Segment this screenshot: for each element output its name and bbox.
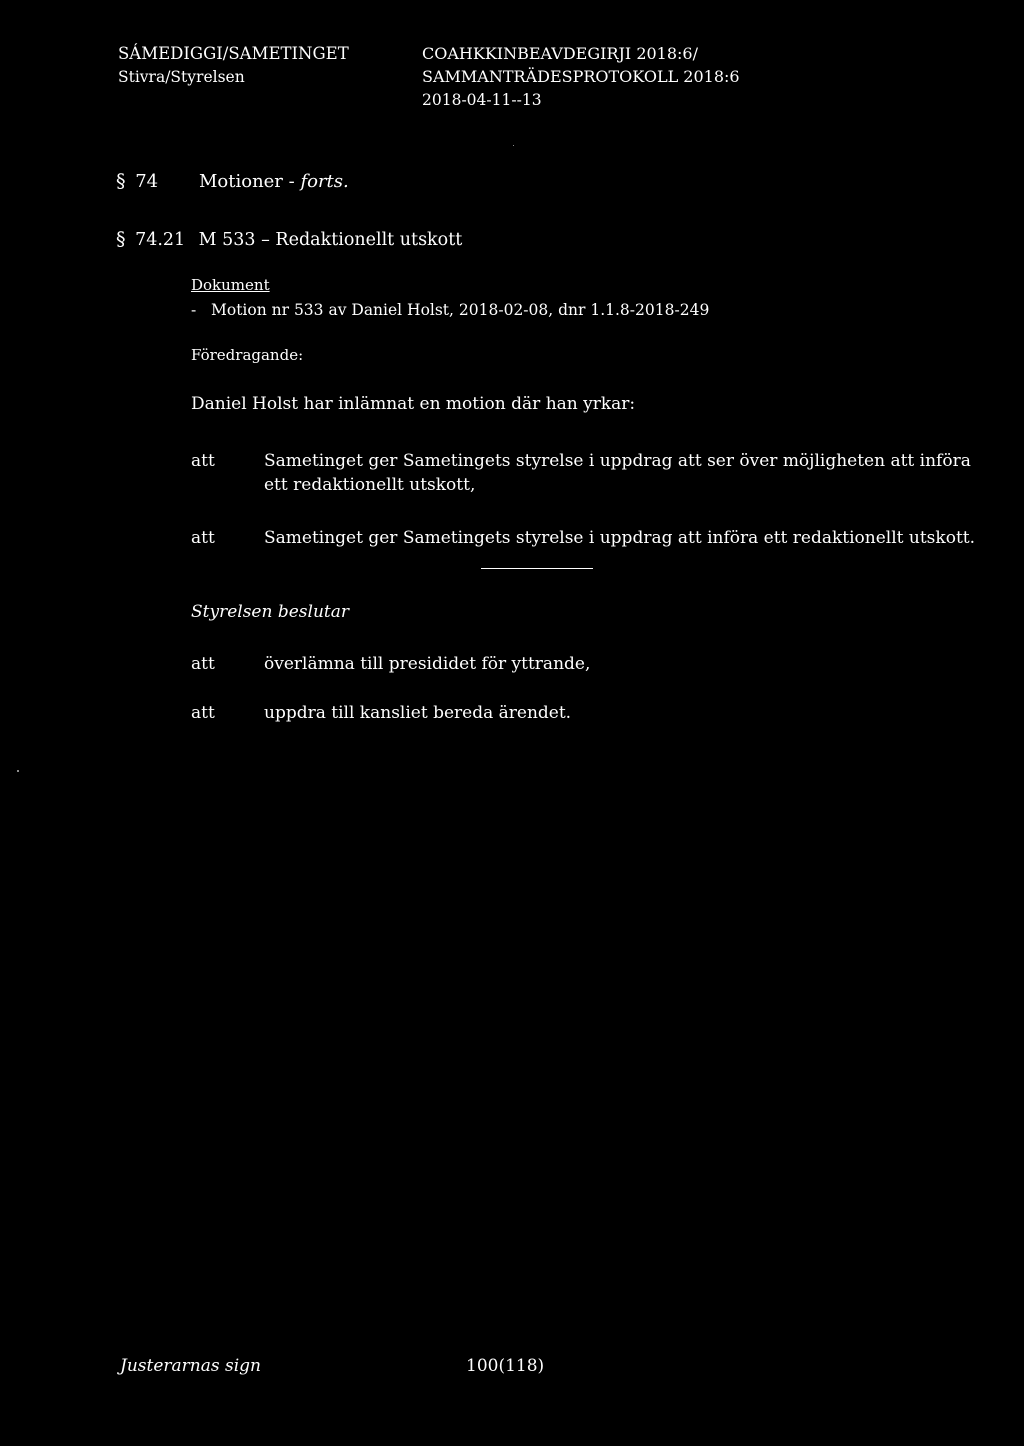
section-heading xyxy=(116,170,349,192)
section-title-cont: forts. xyxy=(300,171,349,192)
protocol-title-swedish: SAMMANTRÄDESPROTOKOLL 2018:6 xyxy=(422,67,740,86)
decision-keyword: att xyxy=(191,703,215,723)
decision-keyword: att xyxy=(191,654,215,674)
org-name-sami: SÁMEDIGGI/SAMETINGET xyxy=(118,44,349,63)
protocol-title-sami: COAHKKINBEAVDEGIRJI 2018:6/ xyxy=(422,44,698,63)
separator-line xyxy=(481,568,593,569)
decision-item-text: uppdra till kansliet bereda ärendet. xyxy=(264,703,572,723)
document-item-text: Motion nr 533 av Daniel Holst, 2018-02-08, dnr 1.1.8-2018-249 xyxy=(211,301,710,319)
document-dash: - xyxy=(191,301,197,319)
subsection-number: 74.21 xyxy=(135,230,186,250)
claim-text-line: ett redaktionellt utskott, xyxy=(264,475,476,495)
motion-intro: Daniel Holst har inlämnat en motion där han yrkar: xyxy=(191,394,636,414)
documents-heading: Dokument xyxy=(191,276,270,294)
subsection-heading xyxy=(116,228,462,250)
claim-text-line: Sametinget ger Sametingets styrelse i uppdrag att införa ett redaktionellt utskott. xyxy=(264,528,976,548)
subsection-sign: § xyxy=(116,228,126,250)
decision-heading: Styrelsen beslutar xyxy=(191,602,349,622)
document-item xyxy=(191,301,709,319)
subsection-title: M 533 – Redaktionellt utskott xyxy=(198,230,463,250)
scan-speck xyxy=(513,145,514,146)
claim-text-line: Sametinget ger Sametingets styrelse i uppdrag att ser över möjligheten att införa xyxy=(264,451,971,471)
claim-keyword: att xyxy=(191,528,215,548)
protocol-date: 2018-04-11--13 xyxy=(422,91,542,109)
footer-page-number: 100(118) xyxy=(466,1356,545,1376)
scan-speck xyxy=(17,770,19,772)
section-title: Motioner - xyxy=(198,171,301,192)
claim-keyword: att xyxy=(191,451,215,471)
section-sign: § xyxy=(116,170,126,192)
presenter-label: Föredragande: xyxy=(191,346,304,364)
decision-item-text: överlämna till presididet för yttrande, xyxy=(264,654,591,674)
org-board: Stivra/Styrelsen xyxy=(118,68,245,86)
section-number: 74 xyxy=(135,171,159,192)
footer-sign-label: Justerarnas sign xyxy=(120,1356,261,1376)
